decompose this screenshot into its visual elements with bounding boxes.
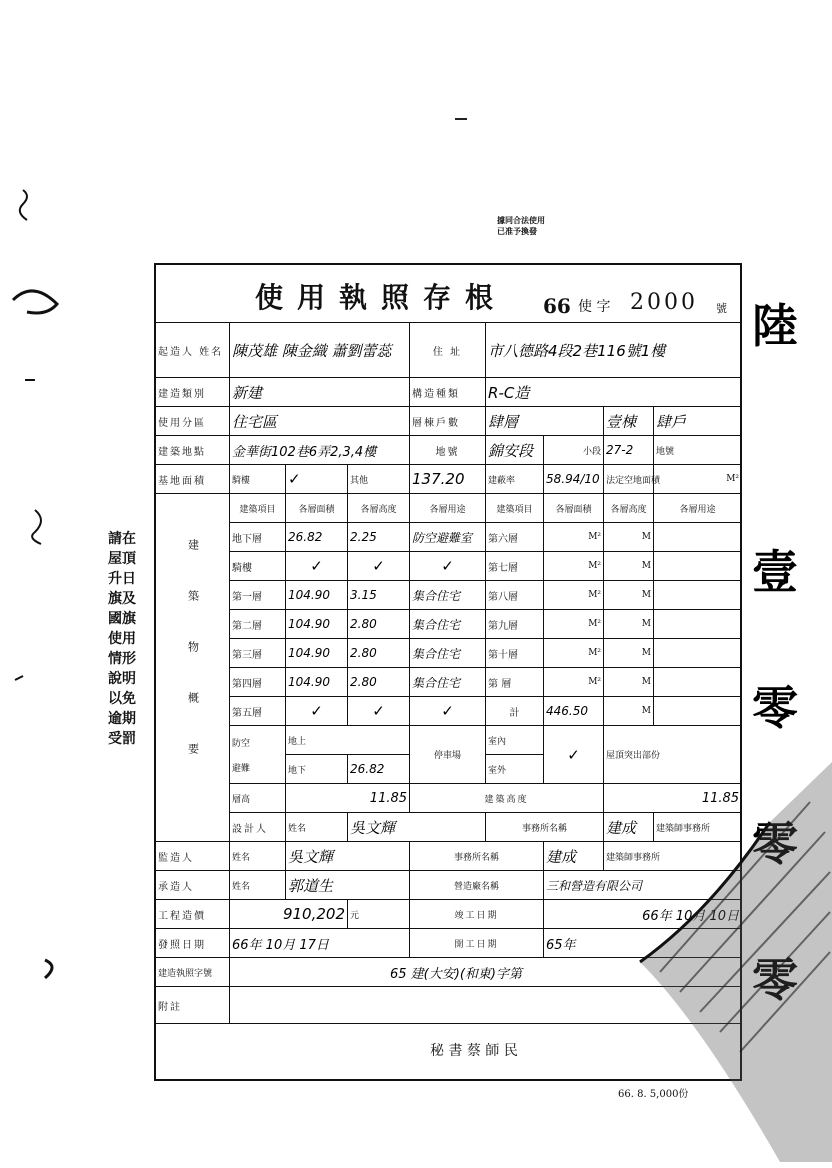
shelter-label-1: 防空 bbox=[232, 738, 251, 749]
designer-label: 設計人 bbox=[230, 813, 286, 842]
contractor-name-label: 姓名 bbox=[230, 871, 286, 900]
total-use bbox=[654, 697, 742, 726]
floor-area: 104.90 bbox=[286, 610, 348, 639]
shelter-label-cell bbox=[230, 726, 286, 784]
col-use-left: 各層用途 bbox=[410, 494, 486, 523]
shelter-below-label: 地下 bbox=[286, 755, 348, 784]
address-value: 市八德路4段2巷116號1樓 bbox=[486, 323, 742, 378]
col-height-left: 各層高度 bbox=[348, 494, 410, 523]
open-space-label: 法定空地面積 bbox=[604, 465, 654, 494]
builder-value: 陳茂雄 陳金織 蕭劉蕾蕊 bbox=[230, 323, 410, 378]
parking-value: ✓ bbox=[544, 726, 604, 784]
official-stamp-top bbox=[497, 215, 712, 237]
signature-char: 蔡 bbox=[466, 1043, 481, 1059]
zone-label: 使用分區 bbox=[156, 407, 230, 436]
side-note-line: 使用 bbox=[108, 631, 136, 647]
contractor-value: 郭道生 bbox=[286, 871, 410, 900]
print-info: 66. 8. 5,000份 bbox=[618, 1089, 689, 1100]
parking-label: 停車場 bbox=[410, 726, 486, 784]
designer-office-value: 建成 bbox=[604, 813, 654, 842]
lot-label: 地號 bbox=[410, 436, 486, 465]
stray-mark bbox=[455, 118, 467, 120]
row-zone bbox=[156, 407, 742, 436]
col-use-right: 各層用途 bbox=[654, 494, 742, 523]
floor-use-right bbox=[654, 581, 742, 610]
area-label: 基地面積 bbox=[156, 465, 230, 494]
permit-char: 使 字 bbox=[578, 299, 611, 315]
bottom-signature bbox=[430, 1040, 518, 1060]
other-label: 其他 bbox=[348, 465, 410, 494]
floor-use-right bbox=[654, 668, 742, 697]
floor-name: 第三層 bbox=[230, 639, 286, 668]
lot-unit: 地號 bbox=[654, 436, 742, 465]
floor-name-right: 第六層 bbox=[486, 523, 544, 552]
issue-value: 66年 10月 17日 bbox=[230, 929, 410, 958]
coverage-value: 58.94/10 bbox=[544, 465, 604, 494]
stamp-line-1: 據同合法使用 bbox=[497, 215, 545, 225]
supervisor-office-value: 建成 bbox=[544, 842, 604, 871]
side-note-line: 受罰 bbox=[108, 731, 136, 747]
floor-height: 2.80 bbox=[348, 639, 410, 668]
floor-height: 2.80 bbox=[348, 610, 410, 639]
floor-use: ✓ bbox=[410, 697, 486, 726]
corner-seal-overlay bbox=[640, 762, 832, 1162]
floor-row bbox=[156, 610, 742, 639]
section-label-cell bbox=[156, 494, 230, 842]
factory-label: 營造廠名稱 bbox=[410, 871, 544, 900]
floor-use: ✓ bbox=[410, 552, 486, 581]
floor-use-right bbox=[654, 610, 742, 639]
total-label: 計 bbox=[486, 697, 544, 726]
story-height-value: 11.85 bbox=[286, 784, 410, 813]
floor-use: 防空避難室 bbox=[410, 523, 486, 552]
floors-value-1: 肆層 bbox=[486, 407, 604, 436]
floor-area-right: M² bbox=[544, 639, 604, 668]
shelter-above: 地上 bbox=[286, 726, 410, 755]
cost-value: 910,202 bbox=[230, 900, 348, 929]
row-site bbox=[156, 436, 742, 465]
right-stamp-char: 零 bbox=[752, 817, 798, 871]
license-value: 65 建(大安)(和東)字第 bbox=[230, 958, 742, 987]
supervisor-value: 吳文輝 bbox=[286, 842, 410, 871]
total-value: 446.50 bbox=[544, 697, 604, 726]
side-note bbox=[108, 528, 158, 838]
signature-char: 書 bbox=[448, 1043, 463, 1059]
designer-office-suffix: 建築師事務所 bbox=[654, 813, 742, 842]
floor-height: 2.25 bbox=[348, 523, 410, 552]
supervisor-name-label: 姓名 bbox=[230, 842, 286, 871]
floor-height-right: M bbox=[604, 552, 654, 581]
row-col-headers bbox=[156, 494, 742, 523]
floor-area-right: M² bbox=[544, 581, 604, 610]
floor-area-right: M² bbox=[544, 668, 604, 697]
floor-name: 騎樓 bbox=[230, 552, 286, 581]
lot-value: 錦安段 bbox=[486, 436, 544, 465]
side-note-line: 屋頂 bbox=[108, 551, 136, 567]
floor-name-right: 第九層 bbox=[486, 610, 544, 639]
row-build-type bbox=[156, 378, 742, 407]
floors-value-3: 肆戶 bbox=[654, 407, 742, 436]
floor-name: 地下層 bbox=[230, 523, 286, 552]
floors-label: 層棟戶數 bbox=[410, 407, 486, 436]
floor-area: 104.90 bbox=[286, 639, 348, 668]
floor-use-right bbox=[654, 552, 742, 581]
builder-label: 起造人 姓名 bbox=[156, 323, 230, 378]
floor-use-right bbox=[654, 639, 742, 668]
total-height-unit: M bbox=[604, 697, 654, 726]
parking-outdoor: 室外 bbox=[486, 755, 544, 784]
floor-row bbox=[156, 581, 742, 610]
structure-label: 構造種類 bbox=[410, 378, 486, 407]
side-note-line: 請在 bbox=[108, 531, 136, 547]
completion-value: 66年 10月 10日 bbox=[544, 900, 742, 929]
signature-char: 師 bbox=[485, 1043, 500, 1059]
side-note-line: 情形 bbox=[108, 651, 136, 667]
contractor-label: 承造人 bbox=[156, 871, 230, 900]
parking-indoor: 室內 bbox=[486, 726, 544, 755]
floor-area-right: M² bbox=[544, 523, 604, 552]
arcade-label: 騎樓 bbox=[230, 465, 286, 494]
floor-height-right: M bbox=[604, 610, 654, 639]
note-label: 附註 bbox=[156, 987, 230, 1024]
coverage-label: 建蔽率 bbox=[486, 465, 544, 494]
floor-area: ✓ bbox=[286, 697, 348, 726]
floor-use-right bbox=[654, 523, 742, 552]
floor-height-right: M bbox=[604, 639, 654, 668]
col-height-right: 各層高度 bbox=[604, 494, 654, 523]
col-item-right: 建築項目 bbox=[486, 494, 544, 523]
form-title: 使用執照存根 bbox=[255, 281, 508, 314]
signature-char: 秘 bbox=[430, 1043, 444, 1059]
floor-name-right: 第八層 bbox=[486, 581, 544, 610]
building-height-value: 11.85 bbox=[604, 784, 742, 813]
floor-name: 第二層 bbox=[230, 610, 286, 639]
floor-height: ✓ bbox=[348, 697, 410, 726]
side-note-line: 旗及 bbox=[108, 591, 136, 607]
floor-name: 第一層 bbox=[230, 581, 286, 610]
row-area bbox=[156, 465, 742, 494]
cost-label: 工程造價 bbox=[156, 900, 230, 929]
floor-height: 2.80 bbox=[348, 668, 410, 697]
cost-unit: 元 bbox=[348, 900, 410, 929]
completion-label: 竣工日期 bbox=[410, 900, 544, 929]
floor-area: 26.82 bbox=[286, 523, 348, 552]
floor-height-right: M bbox=[604, 668, 654, 697]
designer-office-label: 事務所名稱 bbox=[486, 813, 604, 842]
arcade-area: ✓ bbox=[286, 465, 348, 494]
story-height-label: 層高 bbox=[230, 784, 286, 813]
row-shelter-above bbox=[156, 726, 742, 755]
side-note-line: 升日 bbox=[108, 571, 136, 587]
col-item-left: 建築項目 bbox=[230, 494, 286, 523]
col-area-left: 各層面積 bbox=[286, 494, 348, 523]
floor-area-right: M² bbox=[544, 552, 604, 581]
floors-value-2: 壹棟 bbox=[604, 407, 654, 436]
right-stamp-char: 壹 bbox=[752, 545, 798, 599]
floor-row bbox=[156, 668, 742, 697]
floor-use: 集合住宅 bbox=[410, 610, 486, 639]
floor-name: 第四層 bbox=[230, 668, 286, 697]
col-area-right: 各層面積 bbox=[544, 494, 604, 523]
permit-year: 66 bbox=[543, 294, 571, 318]
floor-area: 104.90 bbox=[286, 581, 348, 610]
shelter-below-value: 26.82 bbox=[348, 755, 410, 784]
build-type-value: 新建 bbox=[230, 378, 410, 407]
site-label: 建築地點 bbox=[156, 436, 230, 465]
zone-value: 住宅區 bbox=[230, 407, 410, 436]
open-space-unit: M² bbox=[654, 465, 742, 494]
site-value: 金華街102巷6弄2,3,4樓 bbox=[230, 436, 410, 465]
permit-number: 2000 bbox=[630, 290, 698, 315]
row-builder bbox=[156, 323, 742, 378]
floor-area-right: M² bbox=[544, 610, 604, 639]
start-label: 開工日期 bbox=[410, 929, 544, 958]
floor-height: 3.15 bbox=[348, 581, 410, 610]
signature-char: 民 bbox=[503, 1043, 518, 1059]
supervisor-office-suffix: 建築師事務所 bbox=[604, 842, 742, 871]
other-area: 137.20 bbox=[410, 465, 486, 494]
floor-area: ✓ bbox=[286, 552, 348, 581]
building-height-label: 建築高度 bbox=[410, 784, 604, 813]
stamp-line-2: 已准予換發 bbox=[497, 226, 537, 236]
floor-area: 104.90 bbox=[286, 668, 348, 697]
permit-suffix: 號 bbox=[716, 302, 727, 315]
supervisor-office-label: 事務所名稱 bbox=[410, 842, 544, 871]
floor-height-right: M bbox=[604, 581, 654, 610]
left-margin-scribbles bbox=[5, 180, 65, 1000]
floor-use: 集合住宅 bbox=[410, 581, 486, 610]
issue-label: 發照日期 bbox=[156, 929, 230, 958]
start-value: 65年 bbox=[544, 929, 742, 958]
floor-row bbox=[156, 639, 742, 668]
floor-height: ✓ bbox=[348, 552, 410, 581]
side-note-line: 說明 bbox=[108, 671, 136, 687]
side-note-line: 逾期 bbox=[108, 711, 136, 727]
floor-name-right: 第七層 bbox=[486, 552, 544, 581]
structure-value: R-C造 bbox=[486, 378, 742, 407]
floor-name-right: 第 層 bbox=[486, 668, 544, 697]
right-stamp-char: 陸 bbox=[752, 299, 798, 353]
side-note-line: 以免 bbox=[108, 691, 136, 707]
floor-use: 集合住宅 bbox=[410, 639, 486, 668]
build-type-label: 建造類別 bbox=[156, 378, 230, 407]
factory-value: 三和營造有限公司 bbox=[544, 871, 742, 900]
supervisor-label: 監造人 bbox=[156, 842, 230, 871]
address-label: 住 址 bbox=[410, 323, 486, 378]
side-note-line: 國旗 bbox=[108, 611, 136, 627]
floor-name-right: 第十層 bbox=[486, 639, 544, 668]
section-label: 建築物概要 bbox=[186, 538, 200, 794]
right-stamp-char: 零 bbox=[752, 681, 798, 735]
designer-value: 吳文輝 bbox=[348, 813, 486, 842]
lot-small-label: 小段 bbox=[544, 436, 604, 465]
lot-number: 27-2 bbox=[604, 436, 654, 465]
floor-row bbox=[156, 523, 742, 552]
shelter-label-2: 避難 bbox=[232, 763, 251, 774]
floor-row bbox=[156, 552, 742, 581]
floor-use: 集合住宅 bbox=[410, 668, 486, 697]
designer-name-label: 姓名 bbox=[286, 813, 348, 842]
floor-name: 第五層 bbox=[230, 697, 286, 726]
floor-height-right: M bbox=[604, 523, 654, 552]
roof-label: 屋頂突出部份 bbox=[604, 726, 742, 784]
right-stamp-char: 零 bbox=[752, 953, 798, 1007]
license-label: 建造執照字號 bbox=[156, 958, 230, 987]
floor-row bbox=[156, 697, 742, 726]
